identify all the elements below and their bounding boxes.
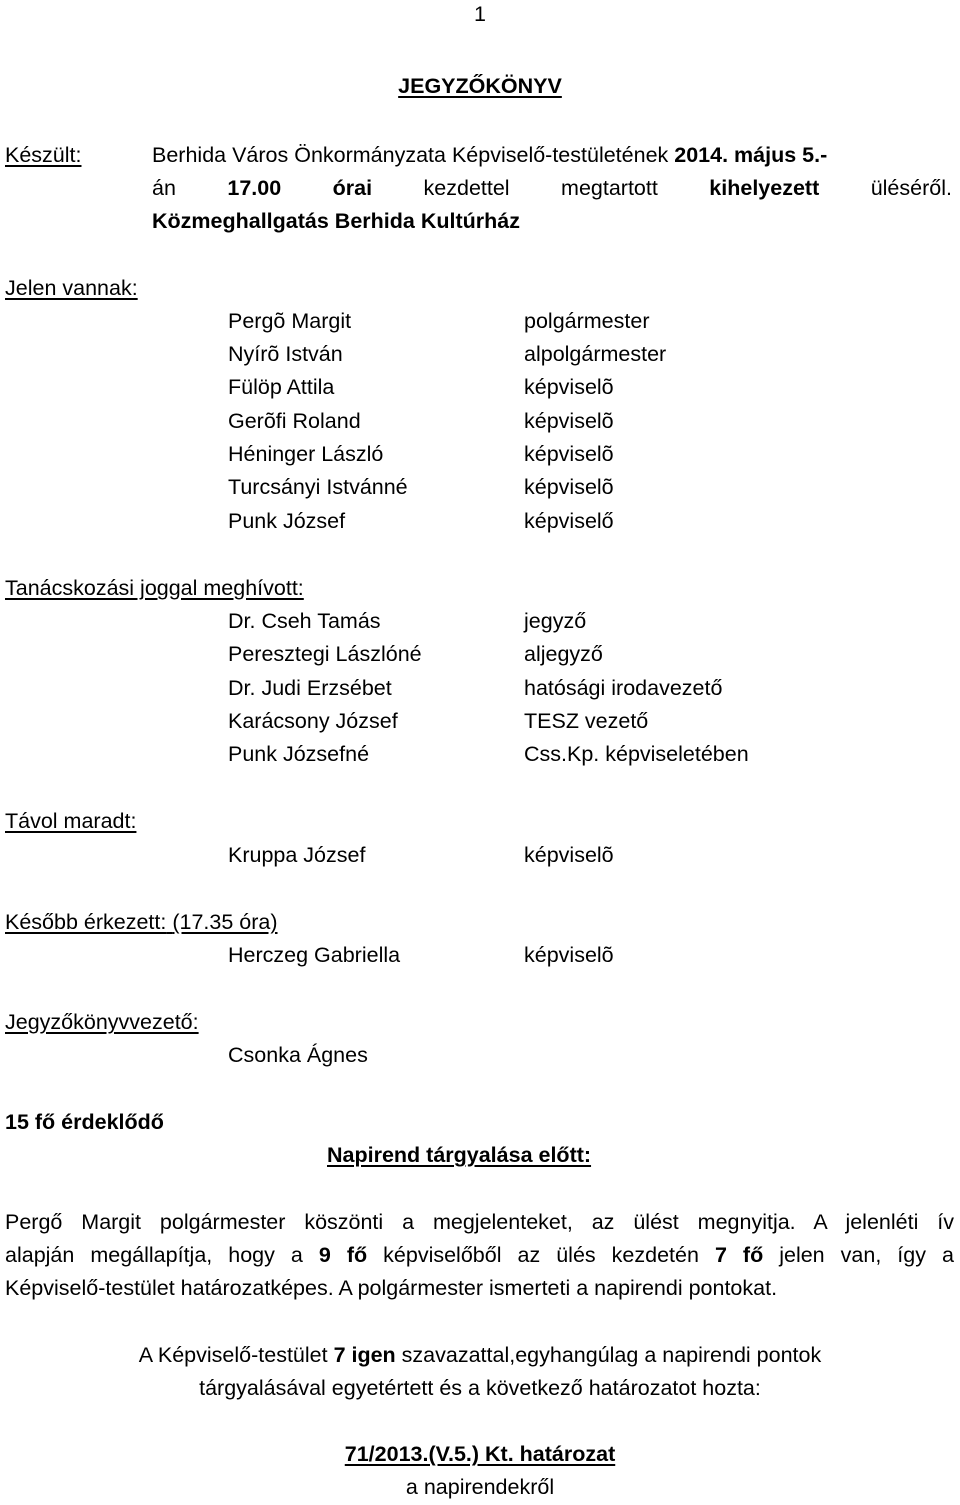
keszult-word: megtartott <box>561 176 658 200</box>
invitee-name: Peresztegi Lászlóné <box>228 642 422 666</box>
attendee-name: Héninger László <box>228 442 384 466</box>
attendee-name: Pergõ Margit <box>228 309 352 333</box>
attendee-role: képviselõ <box>524 475 614 499</box>
para-text: alapján megállapítja, hogy a <box>5 1243 319 1267</box>
para-text: képviselőből az ülés kezdetén <box>367 1243 715 1267</box>
invitee-name: Punk Józsefné <box>228 742 370 766</box>
paragraph-2-line-2: tárgyalásával egyetértett és a következő határozatot hozta: <box>199 1376 761 1400</box>
kesobb-label <box>5 912 278 934</box>
invitee-name: Karácsony József <box>228 709 398 733</box>
para-text: szavazattal,egyhangúlag a napirendi pontok <box>395 1343 822 1367</box>
agenda-heading: Napirend tárgyalása előtt: <box>327 1143 592 1167</box>
document-title: JEGYZŐKÖNYV <box>398 74 562 98</box>
kesobb-label-text: Később érkezett: <box>5 910 167 934</box>
invitee-role: aljegyző <box>524 642 603 666</box>
page-number: 1 <box>474 2 486 26</box>
vote-count: 7 igen <box>333 1343 396 1367</box>
keszult-date: 2014. május 5.- <box>674 143 828 167</box>
tanacskozasi-label: Tanácskozási joggal meghívott: <box>5 576 304 600</box>
absent-role: képviselõ <box>524 843 614 867</box>
invitee-role: TESZ vezető <box>524 709 649 733</box>
paragraph-1-line-1: Pergő Margit polgármester köszönti a megjelenteket, az ülést megnyitja. A jelenléti ív <box>5 1210 954 1234</box>
minute-taker-name: Csonka Ágnes <box>228 1043 368 1067</box>
attendee-role: képviselő <box>524 509 614 533</box>
jegyzokonyvvezeto-label: Jegyzőkönyvvezető: <box>5 1010 199 1034</box>
attendee-name: Nyírõ István <box>228 342 343 366</box>
attendee-role: képviselõ <box>524 375 614 399</box>
paragraph-2-line-1 <box>0 1345 960 1367</box>
paragraph-1-line-2 <box>5 1245 954 1267</box>
keszult-location: Közmeghallgatás Berhida Kultúrház <box>152 209 520 233</box>
jelen-label: Jelen vannak: <box>5 276 138 300</box>
keszult-line-1 <box>152 145 827 167</box>
attendee-name: Fülöp Attila <box>228 375 335 399</box>
para-text: A Képviselő-testület <box>138 1343 334 1367</box>
attendee-name: Punk József <box>228 509 346 533</box>
invitee-role: jegyző <box>524 609 587 633</box>
resolution-number: 71/2013.(V.5.) Kt. határozat <box>344 1442 616 1466</box>
late-role: képviselõ <box>524 943 614 967</box>
keszult-line-2 <box>152 178 952 200</box>
para-text: jelen van, így a <box>763 1243 954 1267</box>
kesobb-time: (17.35 óra) <box>172 910 278 934</box>
keszult-word: órai <box>332 176 373 200</box>
attendee-role: alpolgármester <box>524 342 667 366</box>
para-bold: 9 fő <box>318 1243 368 1267</box>
attendee-role: képviselõ <box>524 409 614 433</box>
attendee-role: képviselõ <box>524 442 614 466</box>
paragraph-1-line-3: Képviselő-testület határozatképes. A polgármester ismerteti a napirendi pontokat. <box>5 1276 778 1300</box>
attendee-name: Turcsányi Istvánné <box>228 475 408 499</box>
attendee-role: polgármester <box>524 309 650 333</box>
late-name: Herczeg Gabriella <box>228 943 401 967</box>
invitee-name: Dr. Cseh Tamás <box>228 609 381 633</box>
keszult-time: 17.00 <box>227 176 282 200</box>
keszult-type: kihelyezett <box>709 176 820 200</box>
keszult-word: án <box>152 176 176 200</box>
keszult-label: Készült: <box>5 143 82 167</box>
audience-count: 15 fő érdeklődő <box>5 1110 164 1134</box>
absent-name: Kruppa József <box>228 843 366 867</box>
resolution-subject: a napirendekről <box>405 1475 555 1499</box>
invitee-role: Css.Kp. képviseletében <box>524 742 749 766</box>
invitee-name: Dr. Judi Erzsébet <box>228 676 392 700</box>
tavol-label: Távol maradt: <box>5 809 137 833</box>
invitee-role: hatósági irodavezető <box>524 676 723 700</box>
keszult-text: Berhida Város Önkormányzata Képviselő-testületének <box>152 143 675 167</box>
para-bold: 7 fő <box>714 1243 764 1267</box>
attendee-name: Gerõfi Roland <box>228 409 361 433</box>
keszult-word: üléséről. <box>870 176 952 200</box>
keszult-word: kezdettel <box>423 176 510 200</box>
